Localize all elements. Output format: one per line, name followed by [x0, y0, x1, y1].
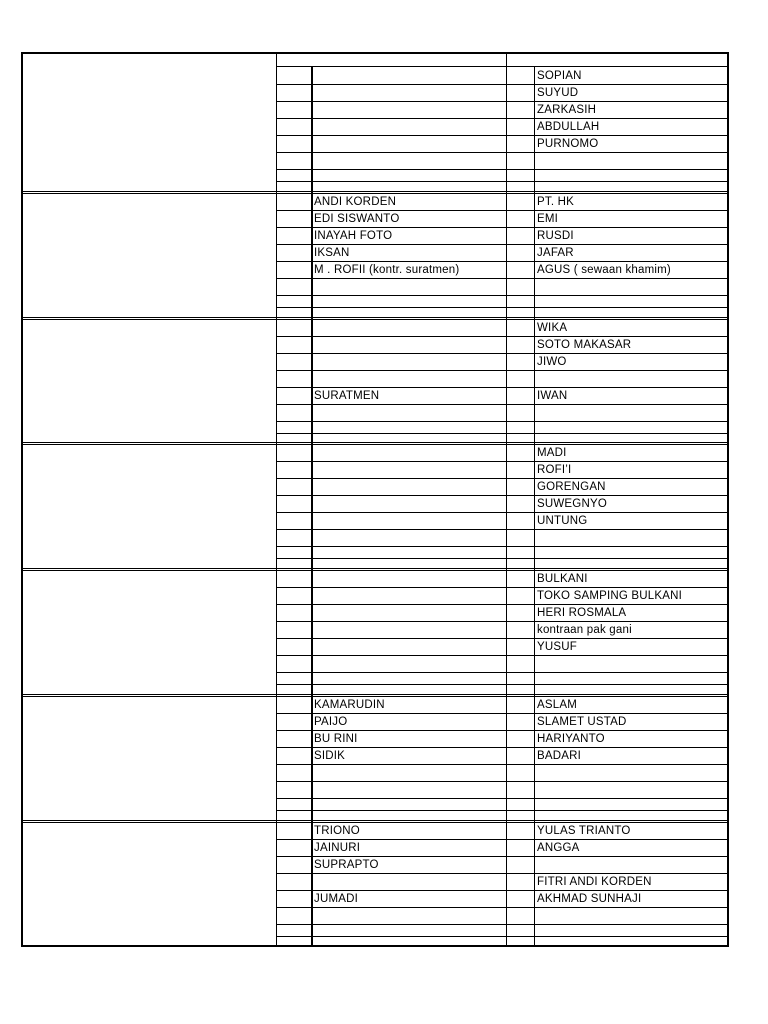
cell-name-left: EDI SISWANTO	[314, 213, 400, 225]
group-separator	[21, 696, 729, 697]
group-separator	[21, 820, 729, 821]
row-line	[276, 336, 727, 337]
cell-name-right: SUYUD	[537, 87, 579, 99]
row-line	[276, 478, 727, 479]
row-line	[276, 621, 727, 622]
cell-name-left: TRIONO	[314, 825, 360, 837]
row-line	[276, 638, 727, 639]
cell-name-right: YUSUF	[537, 641, 577, 653]
row-line	[276, 404, 727, 405]
row-line	[276, 169, 727, 170]
cell-name-left: SUPRAPTO	[314, 859, 379, 871]
cell-name-left: BU RINI	[314, 733, 358, 745]
group-separator	[21, 444, 729, 445]
row-line	[276, 713, 727, 714]
row-line	[276, 278, 727, 279]
group-separator	[21, 822, 729, 823]
row-line	[276, 587, 727, 588]
cell-name-right: JAFAR	[537, 247, 574, 259]
cell-name-left: ANDI KORDEN	[314, 196, 397, 208]
cell-name-right: EMI	[537, 213, 559, 225]
row-line	[276, 181, 727, 182]
row-line	[276, 461, 727, 462]
cell-name-right: PURNOMO	[537, 138, 599, 150]
row-line	[276, 261, 727, 262]
row-line	[276, 421, 727, 422]
row-line	[276, 512, 727, 513]
row-line	[276, 907, 727, 908]
group-separator	[21, 570, 729, 571]
table-border-right	[727, 52, 729, 945]
cell-name-right: ROFI’I	[537, 464, 572, 476]
row-line	[276, 798, 727, 799]
row-line	[276, 529, 727, 530]
cell-name-left: KAMARUDIN	[314, 699, 385, 711]
cell-name-right: ANGGA	[537, 842, 580, 854]
cell-name-right: ZARKASIH	[537, 104, 597, 116]
table-border-top	[21, 52, 729, 54]
cell-name-right: GORENGAN	[537, 481, 606, 493]
column-divider-3	[506, 52, 507, 945]
cell-name-right: SOPIAN	[537, 70, 582, 82]
group-separator	[21, 319, 729, 320]
row-line	[276, 856, 727, 857]
cell-name-left: SIDIK	[314, 750, 346, 762]
cell-name-right: JIWO	[537, 356, 567, 368]
cell-name-right: kontraan pak gani	[537, 624, 632, 636]
row-line	[276, 781, 727, 782]
header-strip-line	[506, 66, 727, 67]
cell-name-right: WIKA	[537, 322, 568, 334]
group-separator	[21, 191, 729, 192]
row-line	[276, 839, 727, 840]
row-line	[276, 495, 727, 496]
row-line	[276, 684, 727, 685]
row-line	[276, 118, 727, 119]
cell-name-right: AGUS ( sewaan khamim)	[537, 264, 671, 276]
row-line	[276, 227, 727, 228]
row-line	[276, 387, 727, 388]
cell-name-right: TOKO SAMPING BULKANI	[537, 590, 683, 602]
cell-name-right: RUSDI	[537, 230, 574, 242]
row-line	[276, 84, 727, 85]
column-divider-4	[534, 66, 535, 945]
cell-name-right: MADI	[537, 447, 567, 459]
column-divider-2	[311, 66, 313, 945]
row-line	[276, 135, 727, 136]
row-line	[276, 244, 727, 245]
cell-name-right: YULAS TRIANTO	[537, 825, 631, 837]
row-line	[276, 672, 727, 673]
cell-name-right: BADARI	[537, 750, 582, 762]
cell-name-left: INAYAH FOTO	[314, 230, 393, 242]
cell-name-left: JAINURI	[314, 842, 361, 854]
cell-name-right: FITRI ANDI KORDEN	[537, 876, 652, 888]
cell-name-right: SUWEGNYO	[537, 498, 607, 510]
cell-name-right: ASLAM	[537, 699, 577, 711]
cell-name-right: AKHMAD SUNHAJI	[537, 893, 642, 905]
row-line	[276, 873, 727, 874]
row-line	[276, 810, 727, 811]
table-border-bottom	[21, 945, 729, 947]
row-line	[276, 152, 727, 153]
row-line	[276, 924, 727, 925]
group-separator	[21, 694, 729, 695]
row-line	[276, 353, 727, 354]
cell-name-right: IWAN	[537, 390, 568, 402]
cell-name-left: M . ROFII (kontr. suratmen)	[314, 264, 460, 276]
table-border-left	[21, 52, 23, 945]
row-line	[276, 730, 727, 731]
cell-name-right: HERI ROSMALA	[537, 607, 627, 619]
row-line	[276, 210, 727, 211]
row-line	[276, 370, 727, 371]
row-line	[276, 546, 727, 547]
row-line	[276, 101, 727, 102]
group-separator	[21, 442, 729, 443]
row-line	[276, 558, 727, 559]
row-line	[276, 604, 727, 605]
row-line	[276, 433, 727, 434]
column-divider-1	[276, 52, 277, 945]
row-line	[276, 890, 727, 891]
cell-name-left: SURATMEN	[314, 390, 380, 402]
group-separator	[21, 317, 729, 318]
group-separator	[21, 568, 729, 569]
row-line	[276, 747, 727, 748]
cell-name-right: HARIYANTO	[537, 733, 605, 745]
row-line	[276, 307, 727, 308]
row-line	[276, 764, 727, 765]
cell-name-right: BULKANI	[537, 573, 588, 585]
cell-name-left: PAIJO	[314, 716, 348, 728]
cell-name-right: UNTUNG	[537, 515, 588, 527]
row-line	[276, 655, 727, 656]
cell-name-left: JUMADI	[314, 893, 359, 905]
cell-name-right: SLAMET USTAD	[537, 716, 627, 728]
row-line	[276, 936, 727, 937]
cell-name-left: IKSAN	[314, 247, 350, 259]
cell-name-right: PT. HK	[537, 196, 574, 208]
cell-name-right: SOTO MAKASAR	[537, 339, 632, 351]
row-line	[276, 295, 727, 296]
cell-name-right: ABDULLAH	[537, 121, 600, 133]
group-separator	[21, 193, 729, 194]
